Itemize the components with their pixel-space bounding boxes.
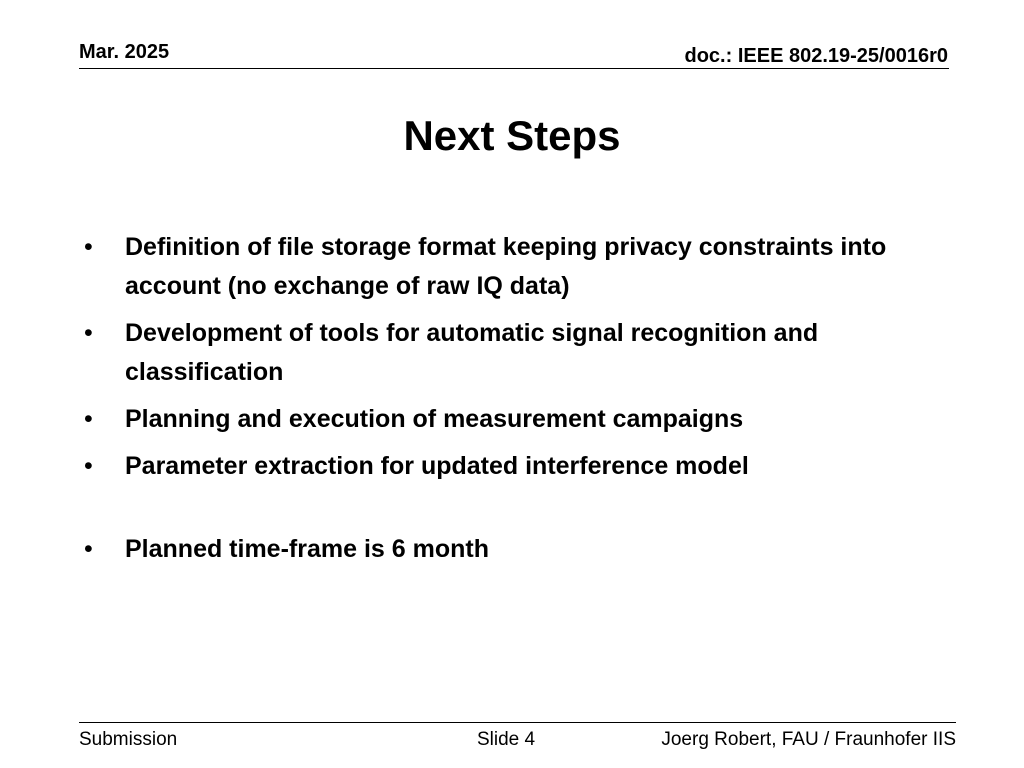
bullet-marker: •	[84, 319, 93, 347]
bullet-marker: •	[84, 535, 93, 563]
bullet-text: Planned time-frame is 6 month	[125, 535, 489, 563]
header-doc-id: doc.: IEEE 802.19-25/0016r0	[684, 45, 948, 67]
footer-submission: Submission	[79, 729, 178, 750]
bullet-text: Parameter extraction for updated interference model	[125, 452, 749, 480]
bullet-marker: •	[84, 452, 93, 480]
footer-divider	[79, 722, 956, 723]
footer-author: Joerg Robert, FAU / Fraunhofer IIS	[661, 729, 956, 750]
bullet-item	[84, 400, 944, 439]
slide-title: Next Steps	[403, 112, 621, 159]
bullet-marker: •	[84, 405, 93, 433]
bullet-marker: •	[84, 233, 93, 261]
bullet-list	[84, 228, 944, 577]
bullet-item	[84, 530, 944, 569]
bullet-item	[84, 314, 944, 392]
bullet-text: Development of tools for automatic signal recognition and classification	[125, 319, 819, 386]
header-divider	[79, 68, 949, 69]
bullet-text: Definition of file storage format keeping privacy constraints into account (no exchange of raw IQ data)	[125, 233, 887, 300]
header-date: Mar. 2025	[79, 41, 170, 63]
bullet-text: Planning and execution of measurement campaigns	[125, 405, 744, 433]
footer-slide-number: Slide 4	[477, 729, 536, 750]
bullet-item	[84, 447, 944, 486]
bullet-item	[84, 228, 944, 306]
